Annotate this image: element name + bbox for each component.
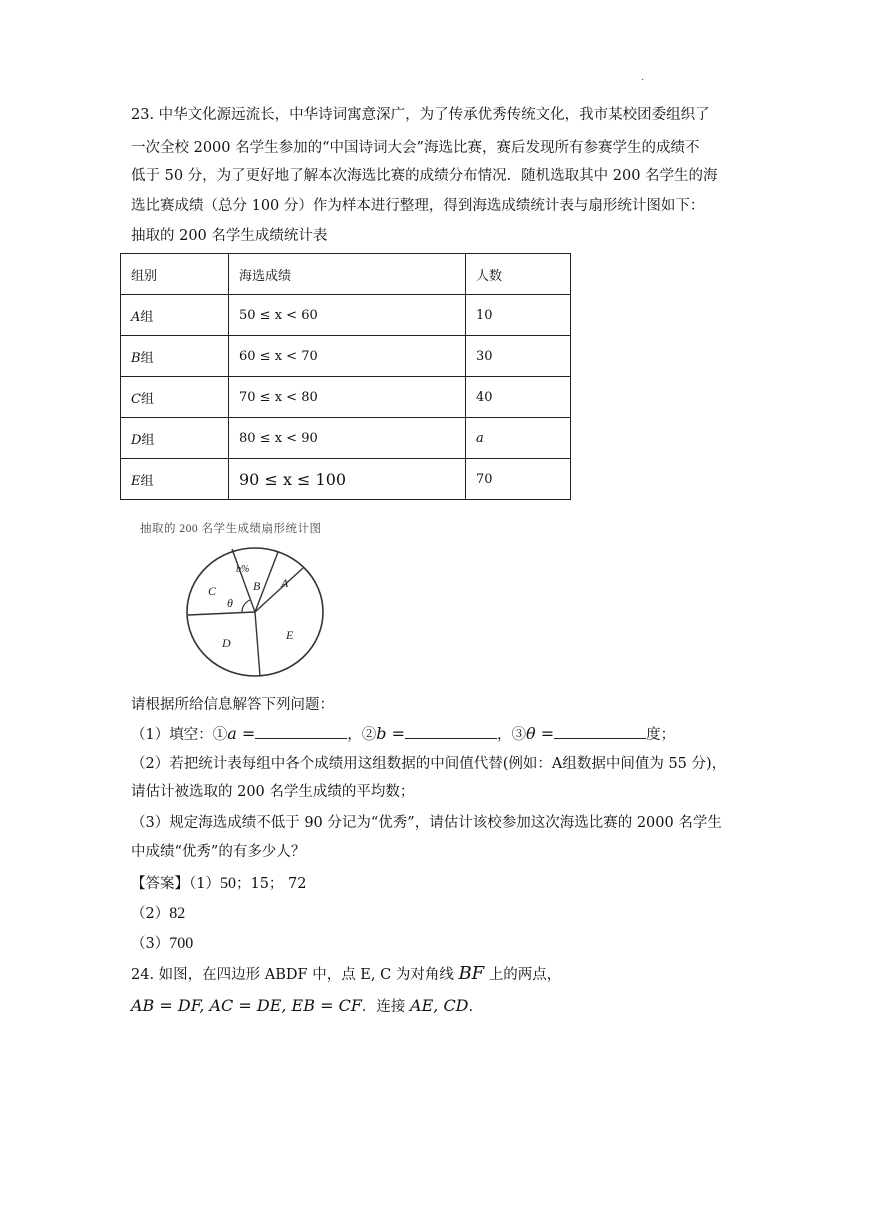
- q24-line1-tail: 上的两点，: [484, 967, 562, 983]
- group-cell: [121, 418, 229, 459]
- q23-line-3: 低于 50 分，为了更好地了解本次海选比赛的成绩分布情况．随机选取其中 200 名学生的海: [131, 168, 718, 184]
- pie-chart: [180, 540, 340, 685]
- pie-label-a: A: [281, 576, 289, 590]
- range-cell: 80 ≤ x < 90: [229, 418, 466, 459]
- group-suffix: 组: [140, 309, 154, 325]
- count-cell: a: [466, 418, 571, 459]
- sub-question-2-line-2: 请估计被选取的 200 名学生成绩的平均数；: [131, 784, 415, 800]
- table-row: [121, 418, 571, 459]
- range-cell: 70 ≤ x < 80: [229, 377, 466, 418]
- sub1-b-label: b =: [376, 724, 405, 743]
- answer-line-2: [131, 904, 185, 924]
- count-cell: 30: [466, 336, 571, 377]
- group-letter: E: [131, 473, 141, 489]
- group-suffix: 组: [141, 432, 155, 448]
- pie-divider-c-b: [232, 549, 255, 612]
- corner-mark: ·: [641, 74, 645, 85]
- sub1-sep-1: ，②: [347, 727, 377, 743]
- header-group: 组别: [121, 254, 229, 295]
- q24-conditions: AB = DF, AC = DE, EB = CF: [131, 996, 362, 1015]
- sub1-theta-label: θ =: [526, 724, 555, 743]
- sub1-sep-2: ，③: [497, 727, 526, 743]
- pie-divider-e-d: [255, 612, 260, 676]
- range-cell: 60 ≤ x < 70: [229, 336, 466, 377]
- q24-bf: BF: [458, 963, 485, 984]
- pie-label-e: E: [286, 628, 294, 642]
- blank-a: [255, 724, 347, 739]
- header-score: 海选成绩: [229, 254, 466, 295]
- sub1-end: 度；: [646, 727, 676, 743]
- pie-divider-d-c: [188, 612, 255, 615]
- answer2-prefix: （2）: [131, 906, 170, 922]
- table-row: [121, 459, 571, 500]
- group-cell: [121, 459, 229, 500]
- header-count: 人数: [466, 254, 571, 295]
- group-suffix: 组: [140, 350, 154, 366]
- score-table: [120, 253, 571, 500]
- group-suffix: 组: [140, 473, 154, 489]
- table-title: 抽取的 200 名学生成绩统计表: [131, 228, 328, 244]
- count-cell: 40: [466, 377, 571, 418]
- pie-caption: 抽取的 200 名学生成绩扇形统计图: [140, 523, 322, 535]
- count-cell: 70: [466, 459, 571, 500]
- q24-line1-text: 24. 如图，在四边形 ABDF 中，点 E, C 为对角线: [131, 967, 459, 983]
- q24-line-2: [131, 996, 473, 1017]
- table-header-row: [121, 254, 571, 295]
- answer2-value: 82: [169, 905, 186, 922]
- pie-label-d: D: [222, 636, 231, 650]
- answer-label: 【答案】: [131, 876, 189, 892]
- blank-b: [405, 724, 497, 739]
- sub-question-3-line-1: （3）规定海选成绩不低于 90 分记为“优秀”，请估计该校参加这次海选比赛的 2000 名学生: [131, 815, 722, 831]
- answer3-prefix: （3）: [131, 936, 170, 952]
- blank-theta: [554, 724, 646, 739]
- sub1-prefix: （1）填空：①: [131, 727, 228, 743]
- q23-line-4: 选比赛成绩（总分 100 分）作为样本进行整理，得到海选成绩统计表与扇形统计图如下：: [131, 198, 705, 214]
- table-row: [121, 336, 571, 377]
- table-row: [121, 377, 571, 418]
- group-cell: [121, 295, 229, 336]
- answer-line-3: [131, 934, 193, 954]
- sub-question-1: [131, 724, 675, 745]
- answer1-prefix: （1）: [189, 876, 220, 892]
- q24-line-1: [131, 964, 561, 985]
- range-cell: 50 ≤ x < 60: [229, 295, 466, 336]
- question-prompt: 请根据所给信息解答下列问题：: [131, 697, 334, 713]
- q23-line-2: 一次全校 2000 名学生参加的“中国诗词大会”海选比赛，赛后发现所有参赛学生的成绩不: [131, 140, 700, 156]
- q24-end: .: [468, 999, 474, 1015]
- group-suffix: 组: [140, 391, 154, 407]
- group-cell: [121, 377, 229, 418]
- answer3-value: 700: [169, 935, 194, 952]
- sub-question-3-line-2: 中成绩“优秀”的有多少人？: [131, 844, 306, 860]
- q23-line-1: 23. 中华文化源远流长，中华诗词寓意深广，为了传承优秀传统文化，我市某校团委组织了: [131, 107, 710, 123]
- pie-label-b-percent: b%: [236, 564, 250, 575]
- group-letter: A: [131, 309, 141, 325]
- answer-line-1: [131, 874, 307, 894]
- theta-arc: [242, 600, 250, 613]
- group-letter: C: [131, 391, 141, 407]
- group-letter: D: [131, 432, 142, 448]
- pie-divider-a-e: [255, 568, 303, 612]
- pie-label-c: C: [208, 584, 217, 598]
- pie-label-b: B: [253, 579, 261, 593]
- sub-question-2-line-1: （2）若把统计表每组中各个成绩用这组数据的中间值代替(例如：A组数据中间值为 55 分)，: [131, 756, 727, 772]
- answer1-rest: ；15； 72: [235, 876, 307, 892]
- table-row: [121, 295, 571, 336]
- sub1-a-label: a =: [227, 724, 256, 743]
- pie-label-theta: θ: [227, 596, 233, 610]
- count-cell: 10: [466, 295, 571, 336]
- range-cell: 90 ≤ x ≤ 100: [229, 459, 466, 500]
- q24-segments: AE, CD: [410, 996, 469, 1015]
- group-letter: B: [131, 350, 141, 366]
- answer1-a: 50: [219, 875, 236, 892]
- q24-connect: ．连接: [361, 999, 411, 1015]
- group-cell: [121, 336, 229, 377]
